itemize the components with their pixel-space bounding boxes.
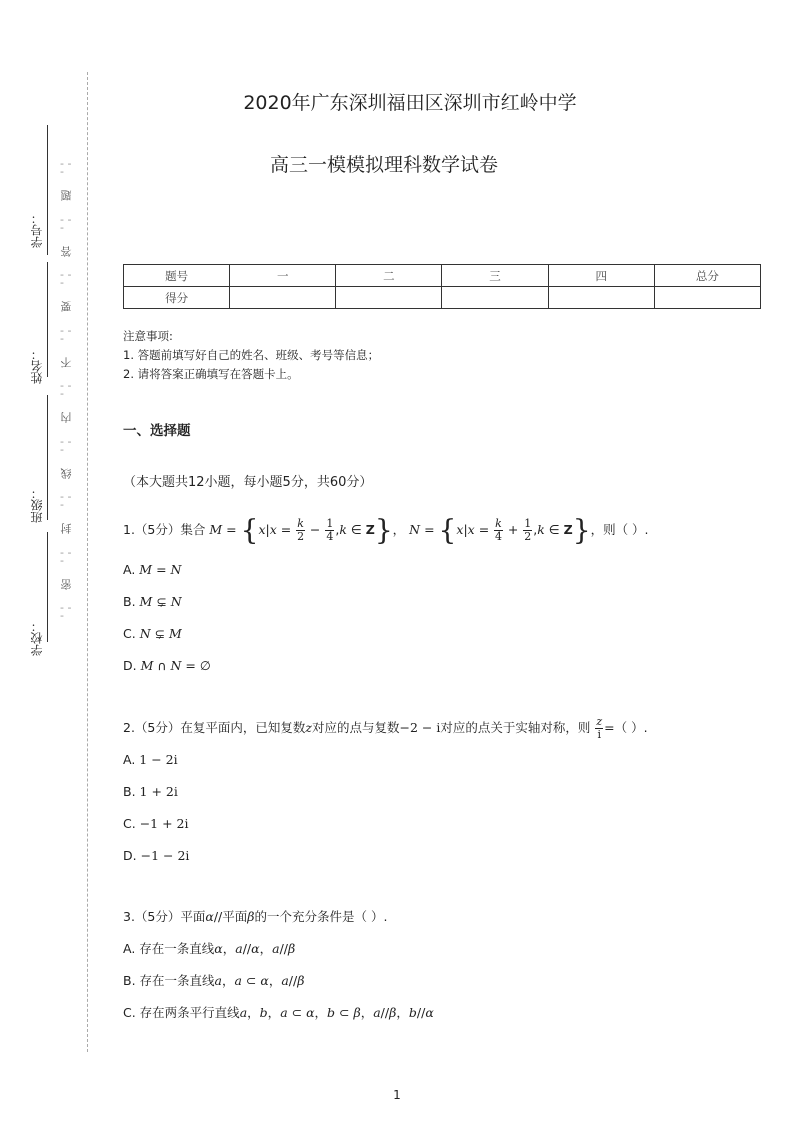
score-input-cell[interactable] [654,287,760,309]
option-c[interactable]: C. −1 + 2i [123,816,189,831]
seal-char: 答 [60,245,73,257]
seal-char: 封 [60,523,73,535]
question-3: 3.（5分）平面α//平面β的一个充分条件是（ ）. [123,909,388,924]
notice-heading: 注意事项: [123,329,173,343]
option-b[interactable]: B. M ⊊ N [123,594,182,609]
page-number: 1 [393,1088,401,1102]
seal-char: 线 [60,467,73,479]
name-label: 姓名： [30,348,44,384]
seal-char: 内 [60,412,73,424]
option-c[interactable]: C. 存在两条平行直线a，b，a ⊂ α，b ⊂ β，a//β，b//α [123,1005,434,1020]
notice-block [123,327,379,384]
question-2: 2.（5分）在复平面内，已知复数z对应的点与复数−2 − i对应的点关于实轴对称，则 $\frac{z}{i}$ =（ ）. [123,715,648,741]
score-input-cell[interactable] [442,287,548,309]
binding-dashed-line [87,72,88,1052]
option-b[interactable]: B. 1 + 2i [123,784,178,799]
question-prefix: 1.（5分）集合 [123,522,206,537]
seal-char: 不 [60,356,73,368]
school-label: 学校： [30,620,44,656]
section-heading: 一、选择题 [123,423,191,439]
score-table [123,264,761,309]
table-row [124,287,761,309]
option-c[interactable]: C. N ⊊ M [123,626,182,641]
seal-char: 要 [60,301,73,313]
name-underline [47,262,48,377]
school-underline [47,532,48,642]
table-cell: 题号 [124,265,230,287]
score-input-cell[interactable] [336,287,442,309]
seal-line-text: - - - 题 - - - 答 - - - 要 - - - 不 - - - 内 - - - 线 - - - 封 - - - 密 - - - [60,157,73,622]
table-cell: 三 [442,265,548,287]
class-label: 班级： [30,487,44,523]
student-id-underline [47,125,48,255]
option-d[interactable]: D. M ∩ N = ∅ [123,658,211,673]
notice-item: 2. 请将答案正确填写在答题卡上。 [123,367,299,381]
class-underline [47,395,48,520]
table-cell: 总分 [654,265,760,287]
table-row [124,265,761,287]
option-d[interactable]: D. −1 − 2i [123,848,190,863]
notice-item: 1. 答题前填写好自己的姓名、班级、考号等信息； [123,348,380,362]
table-cell: 得分 [124,287,230,309]
exam-title-line2: 高三一模模拟理科数学试卷 [270,154,499,176]
score-input-cell[interactable] [230,287,336,309]
table-cell: 二 [336,265,442,287]
seal-char: 题 [60,190,73,202]
seal-char: 密 [60,578,73,590]
binding-strip [0,0,100,1122]
question-tail: ，则（ ）. [590,522,649,537]
question-1: 1.（5分）集合 M = {x|x = $\frac{k}{2}$ − $\frac{1}{4}$ ,k ∈ Z}， N = {x|x = $\frac{k}{4}$ + $\frac{1}{2}$ ,k ∈ Z}，则（ ）. [123,513,649,547]
score-input-cell[interactable] [548,287,654,309]
option-a[interactable]: A. M = N [123,562,182,577]
exam-title-line1: 2020年广东深圳福田区深圳市红岭中学 [243,92,577,114]
table-cell: 四 [548,265,654,287]
section-note: （本大题共12小题，每小题5分，共60分） [123,475,373,490]
option-b[interactable]: B. 存在一条直线a，a ⊂ α，a//β [123,973,305,988]
option-a[interactable]: A. 1 − 2i [123,752,178,767]
option-a[interactable]: A. 存在一条直线α，a//α，a//β [123,941,296,956]
student-id-label: 学号： [30,212,44,248]
table-cell: 一 [230,265,336,287]
